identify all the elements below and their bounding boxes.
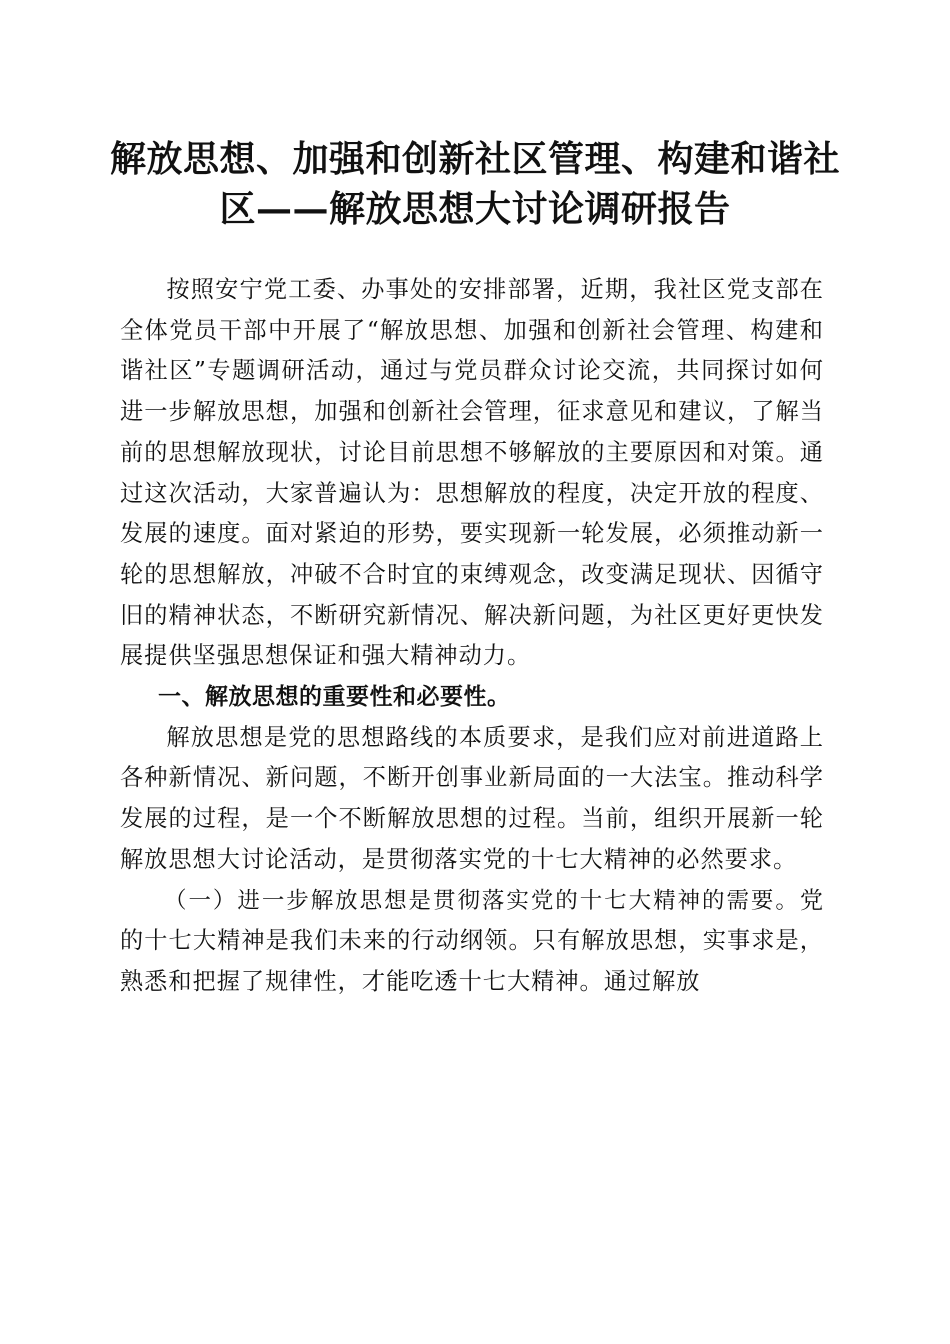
subsection-1-text: 党的十七大精神是我们未来的行动纲领。只有解放思想，实事求是，熟悉和把握了规律性，才能吃透十七大精神。通过解放 (120, 886, 824, 995)
document-title (110, 134, 840, 234)
title-line-2: 区——解放思想大讨论调研报告 (219, 188, 731, 230)
title-line-1: 解放思想、加强和创新社区管理、构建和谐社 (110, 138, 841, 180)
intro-paragraph: 按照安宁党工委、办事处的安排部署，近期，我社区党支部在全体党员干部中开展了“解放思想、加强和创新社会管理、构建和谐社区”专题调研活动，通过与党员群众讨论交流，共同探讨如何进一步解放思想，加强和创新社会管理，征求意见和建议，了解当前的思想解放现状，讨论目前思想不够解放的主要原因和对策。通过这次活动，大家普遍认为：思想解放的程度，决定开放的程度、发展的速度。面对紧迫的形势，要实现新一轮发展，必须推动新一轮的思想解放，冲破不合时宜的束缚观念，改变满足现状、因循守旧的精神状态，不断研究新情况、解决新问题，为社区更好更快发展提供坚强思想保证和强大精神动力。 (120, 276, 824, 670)
subsection-1-heading: （一）进一步解放思想是贯彻落实党的十七大精神的需要。 (164, 887, 800, 914)
document-body (120, 270, 824, 1003)
subsection-1-paragraph (120, 881, 824, 1003)
section-1-paragraph: 解放思想是党的思想路线的本质要求，是我们应对前进道路上各种新情况、新问题，不断开创事业新局面的一大法宝。推动科学发展的过程，是一个不断解放思想的过程。当前，组织开展新一轮解放思想大讨论活动，是贯彻落实党的十七大精神的必然要求。 (120, 723, 824, 873)
section-1-heading: 一、解放思想的重要性和必要性。 (158, 684, 511, 711)
